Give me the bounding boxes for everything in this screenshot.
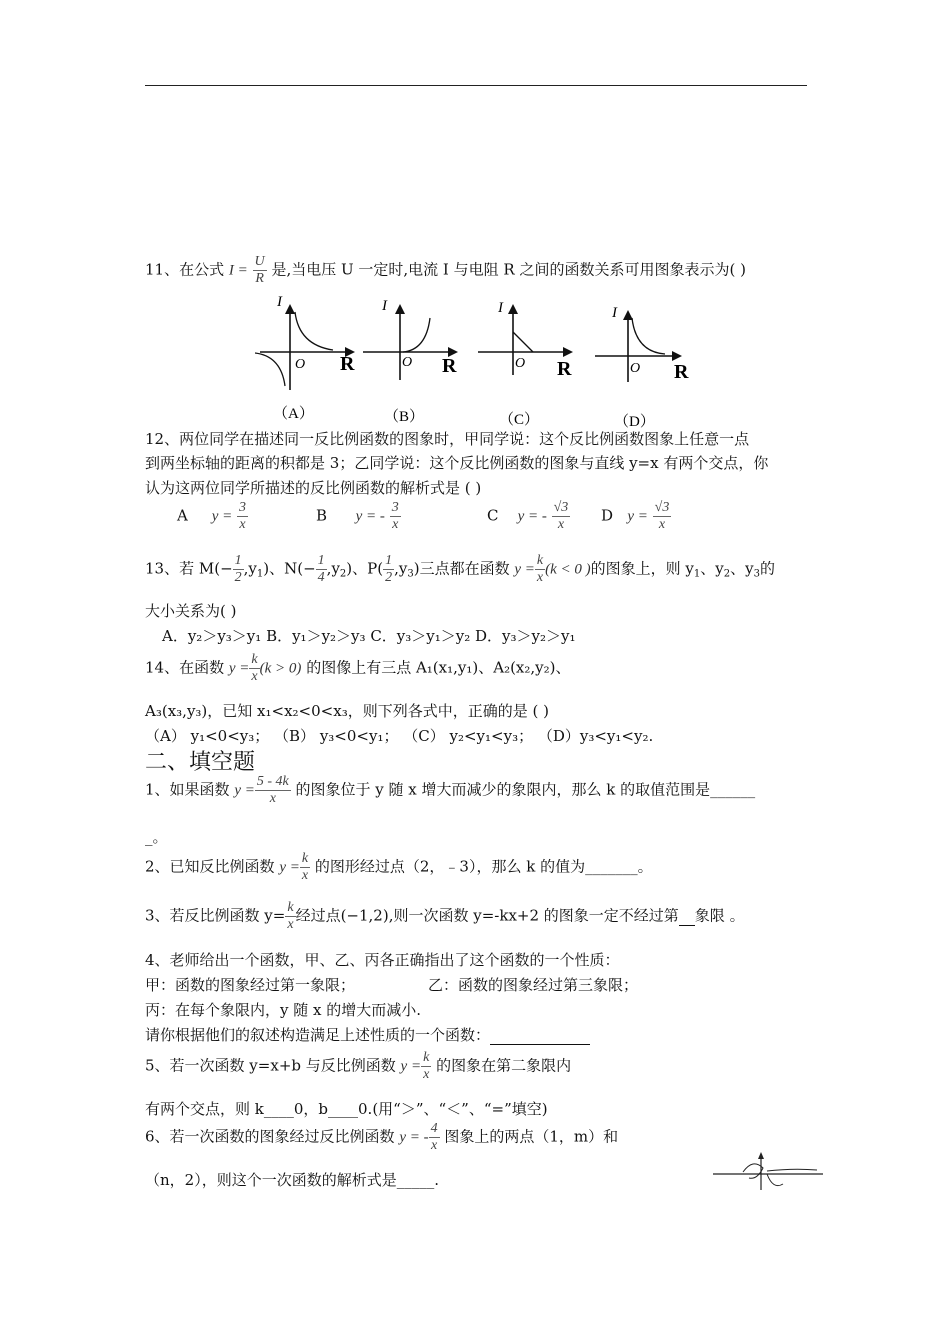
- blank-function[interactable]: [490, 1026, 590, 1045]
- question-13-options: A．y₂＞y₃＞y₁ B．y₁＞y₂＞y₃ C．y₃＞y₁＞y₂ D．y₃＞y₂＞y₁: [162, 627, 576, 645]
- fill-question-5-line2: 有两个交点，则 k____0，b____0.(用“＞”、“＜”、“=”填空): [145, 1100, 548, 1118]
- question-14-line2: A₃(x₃,y₃)，已知 x₁<x₂<0<x₃，则下列各式中，正确的是 ( ): [145, 702, 549, 720]
- axis-label-r: R: [340, 353, 355, 375]
- fill-question-3: 3、若反比例函数 y= $\frac{k}{x}$ 经过点(−1,2),则一次函数 y=-kx+2 的图象一定不经过第 象限 。: [145, 900, 745, 932]
- section-heading-fill-blank: 二、填空题: [145, 750, 256, 775]
- fill-question-4-line1: 4、老师给出一个函数，甲、乙、丙各正确指出了这个函数的一个性质：: [145, 951, 620, 969]
- question-12-line2: 到两坐标轴的距离的积都是 3；乙同学说：这个反比例函数的图象与直线 y=x 有两个交点，你: [145, 454, 769, 472]
- fill-question-4-bing: 丙：在每个象限内，y 随 x 的增大而减小.: [145, 1001, 422, 1019]
- fill-question-4-jia: 甲：函数的图象经过第一象限；: [145, 976, 356, 994]
- formula-lhs: I =: [228, 262, 248, 279]
- fill-question-4-yi: 乙：函数的图象经过第三象限；: [428, 976, 639, 994]
- question-13-line1: 13、若 M(− $\frac{1}{2}$ $,y_1$)、N(− $\frac{1}{4}$ $,y_2$)、P( $\frac{1}{2}$ $,y_3$)三点都在函数 y = $\frac{k}{x}$ (k < 0 )的图象上，则 $y_1$、$y_2$、$y_3$的: [145, 553, 776, 585]
- question-14-line1: 14、在函数 y = $\frac{k}{x}$ (k > 0) 的图像上有三点 A₁(x₁,y₁)、A₂(x₂,y₂)、: [145, 652, 571, 684]
- origin-label: O: [515, 356, 526, 371]
- graph-label-a: （A）: [273, 406, 314, 422]
- axis-label-r: R: [674, 361, 689, 383]
- question-14-line3: （A） y₁<0<y₃； （B） y₃<0<y₁； （C） y₂<y₁<y₃； （D）y₃<y₁<y₂.: [145, 727, 654, 745]
- graph-label-b: （B）: [384, 409, 425, 425]
- q12-option-a: A y = $\frac{3}{x}$: [177, 500, 246, 532]
- axis-label-r: R: [442, 355, 457, 377]
- fill-question-5-line1: 5、若一次函数 y=x+b 与反比例函数 y = $\frac{k}{x}$ 的图象在第二象限内: [145, 1050, 572, 1082]
- graph-label-c: （C）: [499, 412, 540, 428]
- axis-label-i: I: [612, 305, 617, 321]
- decorative-sketch: [713, 1150, 828, 1195]
- axis-label-i: I: [382, 298, 387, 314]
- origin-label: O: [630, 361, 641, 376]
- origin-label: O: [402, 355, 413, 370]
- graph-b: [358, 290, 473, 425]
- graph-c: [473, 290, 588, 430]
- q12-option-c: C y = - $\frac{√3}{x}$: [487, 500, 569, 532]
- question-12-line3: 认为这两位同学所描述的反比例函数的解析式是 ( ): [145, 479, 482, 497]
- fill-question-6-line2: （n，2），则这个一次函数的解析式是_____.: [145, 1171, 439, 1189]
- graph-a: [255, 290, 365, 425]
- fill-question-2: 2、已知反比例函数 y = $\frac{k}{x}$ 的图形经过点（2，﹣3），那么 k 的值为_______。: [145, 851, 653, 883]
- axis-label-i: I: [277, 294, 282, 310]
- formula-fraction: $\frac{U}{R}$: [254, 254, 265, 286]
- fill-question-6-line1: 6、若一次函数的图象经过反比例函数 y = - $\frac{4}{x}$ 图象上的两点（1，m）和: [145, 1121, 619, 1153]
- q12-option-b: B y = - $\frac{3}{x}$: [316, 500, 399, 532]
- fill-question-1-line1: 1、如果函数 y = $\frac{5 - 4k}{x}$ 的图象位于 y 随 x 增大而减少的象限内，那么 k 的取值范围是______: [145, 774, 756, 806]
- fill-question-1-line2: _。: [145, 828, 168, 846]
- header-rule: [145, 85, 807, 86]
- graph-label-d: （D）: [614, 414, 655, 430]
- axis-label-i: I: [498, 300, 503, 316]
- origin-label: O: [295, 357, 306, 372]
- blank-quadrant[interactable]: [679, 907, 695, 926]
- question-12-line1: 12、两位同学在描述同一反比例函数的图象时，甲同学说：这个反比例函数图象上任意一点: [145, 430, 750, 448]
- graph-d: [590, 290, 710, 430]
- q12-option-d: D y = $\frac{√3}{x}$: [601, 500, 670, 532]
- question-11-text: 11、在公式 I = $\frac{U}{R}$ 是,当电压 U 一定时,电流 I 与电阻 R 之间的函数关系可用图象表示为( ): [145, 254, 746, 286]
- question-13-line2: 大小关系为( ): [145, 602, 237, 620]
- fill-question-4-line4: 请你根据他们的叙述构造满足上述性质的一个函数：: [145, 1024, 590, 1045]
- axis-label-r: R: [557, 358, 572, 380]
